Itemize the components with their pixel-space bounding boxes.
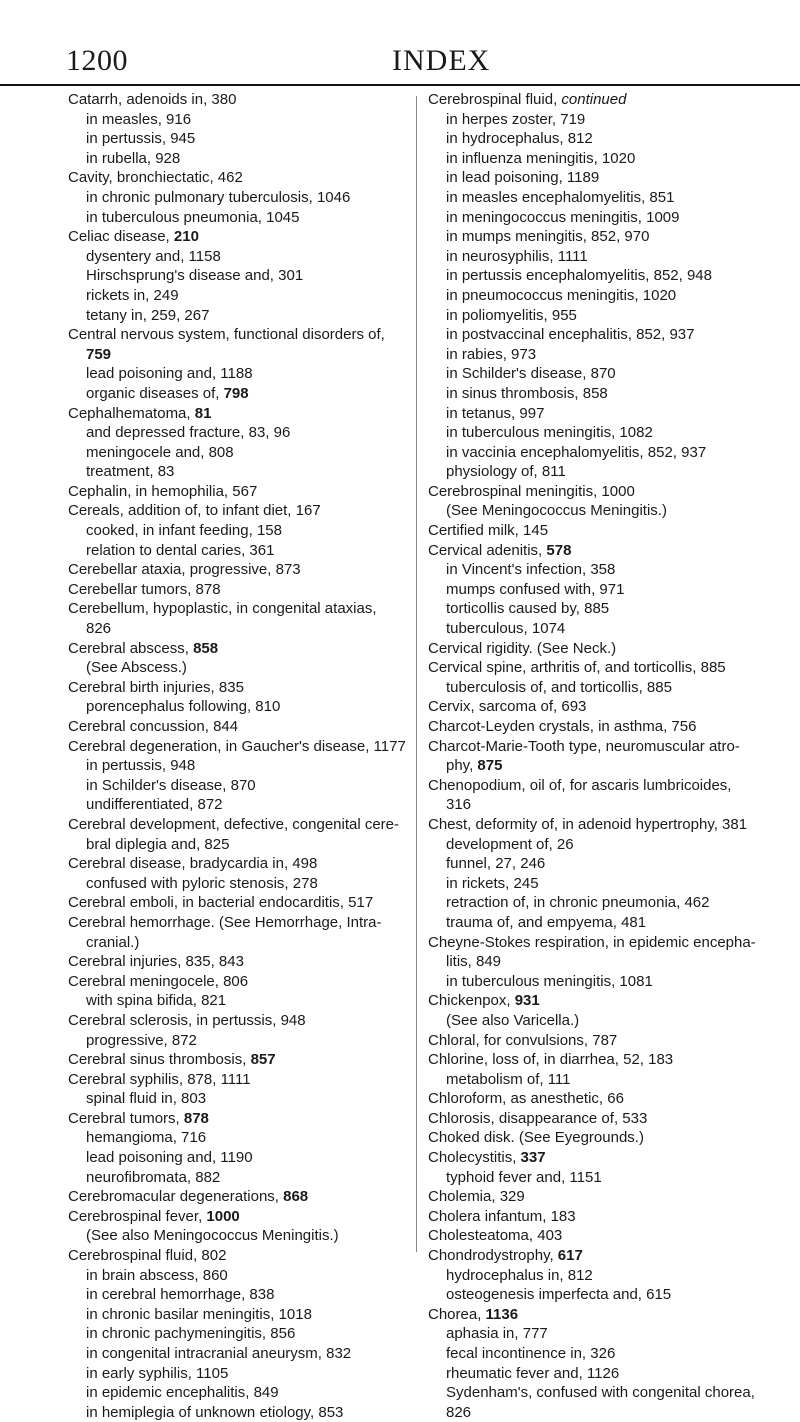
entry-text: in pertussis, 948 [86,757,196,775]
entry-text: aphasia in, 777 [446,1325,548,1343]
index-entry [428,933,778,953]
entry-text: in epidemic encephalitis, 849 [86,1384,279,1402]
entry-text: 826 [446,1403,472,1421]
index-subentry [68,1305,418,1325]
entry-text: in Vincent's infection, 358 [446,561,616,579]
entry-text: metabolism of, 111 [446,1070,571,1088]
entry-text: hydrocephalus in, 812 [446,1266,593,1284]
entry-text: cooked, in infant feeding, 158 [86,522,282,540]
index-entry [428,639,778,659]
entry-text: in pneumococcus meningitis, 1020 [446,286,677,304]
entry-text: Charcot-Leyden crystals, in asthma, 756 [428,718,697,735]
index-subentry [68,1285,418,1305]
index-subentry [428,854,778,874]
entry-principal-page: 210 [173,228,199,246]
index-entry [428,1187,778,1207]
entry-text: mumps confused with, 971 [446,580,625,598]
entry-text: in chronic pachymeningitis, 856 [86,1325,296,1343]
entry-text: Cerebral degeneration, in Gaucher's disease, 1177 [68,737,406,755]
index-subentry [68,188,418,208]
index-subentry [68,266,418,286]
entry-text: in influenza meningitis, 1020 [446,149,636,167]
entry-text: Cerebellum, hypoplastic, in congenital ataxias, [68,600,377,618]
entry-text: in postvaccinal encephalitis, 852, 937 [446,326,695,344]
entry-text: Cerebromacular degenerations, [68,1188,284,1206]
entry-text: 826 [86,620,112,638]
entry-text: Cerebral sclerosis, in pertussis, 948 [68,1011,306,1029]
index-subentry [428,404,778,424]
index-subentry [68,306,418,326]
entry-text: Chorea, [428,1305,486,1323]
entry-principal-page: 81 [194,404,212,422]
index-subentry [428,1324,778,1344]
entry-text: tuberculous, 1074 [446,620,566,638]
entry-text: physiology of, 811 [446,463,566,481]
entry-text: Cerebellar tumors, 878 [68,580,221,598]
index-entry-continuation [428,795,778,815]
index-subentry [68,874,418,894]
index-subentry [428,580,778,600]
index-subentry [68,795,418,815]
index-subentry [428,1011,778,1031]
entry-text: Cerebral emboli, in bacterial endocarditis, 517 [68,894,374,912]
index-entry [428,1031,778,1051]
index-entry [428,1207,778,1227]
index-subentry [428,325,778,345]
index-subentry [68,443,418,463]
entry-text: osteogenesis imperfecta and, 615 [446,1286,672,1304]
index-entry [428,815,778,835]
entry-text: Cerebellar ataxia, progressive, 873 [68,561,301,579]
entry-principal-page: 858 [193,639,219,657]
entry-text: Cerebral sinus thrombosis, [68,1051,251,1069]
index-subentry [68,1148,418,1168]
index-subentry [428,1168,778,1188]
entry-text: in vaccinia encephalomyelitis, 852, 937 [446,443,707,461]
entry-text: Cerebrospinal fluid, [428,91,562,108]
index-subentry [428,345,778,365]
entry-text: Chondrodystrophy, [428,1247,558,1265]
index-entry [68,678,418,698]
index-subentry [68,1344,418,1364]
index-subentry [428,149,778,169]
entry-text: in tuberculous meningitis, 1081 [446,972,653,990]
entry-text: cranial.) [86,933,140,951]
entry-text: Cerebrospinal meningitis, 1000 [428,482,635,500]
index-subentry [428,893,778,913]
index-entry [68,599,418,619]
entry-text: in rickets, 245 [446,874,539,892]
entry-text: confused with pyloric stenosis, 278 [86,874,318,892]
index-entry [68,325,418,345]
index-entry [428,541,778,561]
entry-text: Chlorosis, disappearance of, 533 [428,1109,648,1127]
index-subentry [68,756,418,776]
entry-text: (See Meningococcus Meningitis.) [446,502,667,520]
index-subentry [428,1285,778,1305]
index-subentry [68,991,418,1011]
index-entry [68,580,418,600]
index-subentry [428,286,778,306]
index-subentry [68,1403,418,1422]
entry-text: in rubella, 928 [86,149,181,167]
entry-text: Cerebral concussion, 844 [68,718,239,735]
entry-text: in brain abscess, 860 [86,1266,228,1284]
entry-text: Catarrh, adenoids in, 380 [68,91,237,108]
entry-text: lead poisoning and, 1190 [86,1149,253,1167]
index-subentry [68,1266,418,1286]
index-entry [68,639,418,659]
entry-text: spinal fluid in, 803 [86,1090,207,1108]
index-entry [68,168,418,188]
entry-principal-page: 1000 [206,1207,240,1225]
entry-text: funnel, 27, 246 [446,855,546,873]
entry-text: porencephalus following, 810 [86,698,281,716]
entry-text: in early syphilis, 1105 [86,1364,229,1382]
entry-text: tuberculosis of, and torticollis, 885 [446,678,672,696]
index-subentry [428,1344,778,1364]
index-subentry [68,658,418,678]
entry-principal-page: 878 [183,1109,209,1127]
entry-text: Cerebral syphilis, 878, 1111 [68,1070,251,1088]
index-subentry [68,364,418,384]
index-entry [428,1226,778,1246]
entry-text: Chickenpox, [428,992,515,1010]
index-subentry [428,168,778,188]
entry-text: (See also Varicella.) [446,1011,580,1029]
entry-text: Choked disk. (See Eyegrounds.) [428,1129,644,1147]
index-subentry [428,1266,778,1286]
index-subentry [428,266,778,286]
index-entry [428,1109,778,1129]
index-entry-continuation [68,933,418,953]
index-entry [68,717,418,737]
entry-text: in Schilder's disease, 870 [446,365,616,383]
index-entry [428,90,778,110]
index-entry-continuation [68,835,418,855]
index-subentry [428,1364,778,1384]
index-subentry [428,384,778,404]
index-column-right [428,90,778,1422]
index-entry [428,991,778,1011]
index-subentry [68,423,418,443]
index-subentry [428,364,778,384]
entry-text: (See also Meningococcus Meningitis.) [86,1227,339,1245]
entry-text: Cerebral meningocele, 806 [68,972,249,990]
entry-text: Cerebral injuries, 835, 843 [68,953,244,971]
index-entry [68,913,418,933]
entry-principal-page: 931 [514,992,540,1010]
entry-principal-page: 337 [520,1149,546,1167]
index-entry [68,815,418,835]
index-subentry [428,247,778,267]
index-subentry [68,149,418,169]
index-subentry [68,247,418,267]
entry-text: in mumps meningitis, 852, 970 [446,228,650,246]
index-subentry [68,697,418,717]
index-subentry [68,1168,418,1188]
index-subentry [428,599,778,619]
page-header [66,44,756,80]
entry-text: in neurosyphilis, 1111 [446,247,588,265]
index-entry-continuation [68,345,418,365]
entry-text: Cerebral disease, bradycardia in, 498 [68,855,318,873]
entry-text: in lead poisoning, 1189 [446,169,600,187]
entry-text: in meningococcus meningitis, 1009 [446,208,680,226]
entry-text: in poliomyelitis, 955 [446,306,577,324]
entry-text: trauma of, and empyema, 481 [446,913,647,931]
entry-text: Cerebrospinal fever, [68,1207,207,1225]
index-subentry [428,972,778,992]
page-number: 1200 [66,44,128,77]
index-entry [428,1128,778,1148]
entry-text: Cerebral tumors, [68,1109,184,1127]
entry-text: and depressed fracture, 83, 96 [86,424,291,442]
entry-text: Cephalin, in hemophilia, 567 [68,482,258,500]
index-subentry [428,678,778,698]
index-subentry [428,874,778,894]
index-entry-continuation [428,952,778,972]
index-entry [428,737,778,757]
entry-text: Cerebral abscess, [68,639,194,657]
entry-text: Cervical spine, arthritis of, and torticollis, 885 [428,659,726,677]
entry-text: in pertussis, 945 [86,130,196,148]
index-subentry [68,208,418,228]
entry-text: neurofibromata, 882 [86,1168,221,1186]
header-rule [0,84,800,86]
index-entry [428,1246,778,1266]
index-entry [68,972,418,992]
entry-text: Cerebral birth injuries, 835 [68,678,244,696]
index-entry [428,521,778,541]
entry-text: in rabies, 973 [446,345,537,363]
index-entry [68,90,418,110]
entry-text: in chronic pulmonary tuberculosis, 1046 [86,188,351,206]
column-divider [416,96,417,1252]
index-subentry [68,129,418,149]
entry-text: Cervical adenitis, [428,541,547,559]
index-subentry [68,110,418,130]
index-entry [68,1109,418,1129]
index-subentry [68,1226,418,1246]
index-entry [428,482,778,502]
index-subentry [428,1070,778,1090]
index-subentry [428,227,778,247]
index-subentry [428,110,778,130]
index-subentry [428,208,778,228]
index-entry [68,737,418,757]
entry-text: organic diseases of, [86,384,224,402]
index-entry [428,1305,778,1325]
entry-text: in congenital intracranial aneurysm, 832 [86,1345,352,1362]
index-subentry [428,560,778,580]
index-subentry [428,462,778,482]
index-subentry [428,835,778,855]
index-entry [68,1070,418,1090]
entry-principal-page: 868 [283,1188,309,1206]
entry-text: Cervix, sarcoma of, 693 [428,698,587,716]
index-subentry [428,443,778,463]
entry-text: Cerebrospinal fluid, 802 [68,1247,227,1265]
entry-principal-page: 759 [86,345,112,363]
entry-text: meningocele and, 808 [86,443,234,461]
entry-text: Chest, deformity of, in adenoid hypertrophy, 381 [428,815,748,833]
entry-text: Celiac disease, [68,228,174,246]
index-entry [68,893,418,913]
index-subentry [68,1364,418,1384]
entry-text: Cerebral hemorrhage. (See Hemorrhage, Intra- [68,913,382,931]
entry-text: progressive, 872 [86,1031,197,1049]
index-subentry [68,1383,418,1403]
index-entry-continuation [428,1403,778,1422]
entry-text: bral diplegia and, 825 [86,835,230,853]
index-subentry [68,1089,418,1109]
index-subentry [428,188,778,208]
index-entry [68,404,418,424]
entry-text: in cerebral hemorrhage, 838 [86,1286,275,1304]
entry-principal-page: 617 [557,1247,583,1265]
entry-text: Cholecystitis, [428,1149,521,1167]
entry-principal-page: 798 [223,384,249,402]
entry-text: in tuberculous pneumonia, 1045 [86,208,300,226]
entry-text: Cervical rigidity. (See Neck.) [428,639,617,657]
entry-text: in chronic basilar meningitis, 1018 [86,1305,312,1323]
index-subentry [428,913,778,933]
index-entry [68,854,418,874]
index-subentry [428,619,778,639]
index-entry [68,1187,418,1207]
entry-text: rickets in, 249 [86,286,179,304]
entry-text: in hydrocephalus, 812 [446,130,593,148]
entry-text: phy, [446,757,478,775]
index-entry-continuation [428,756,778,776]
index-entry [428,658,778,678]
entry-continued-label: continued [561,91,627,108]
entry-text: in pertussis encephalomyelitis, 852, 948 [446,267,712,285]
index-subentry [68,384,418,404]
index-entry [428,776,778,796]
entry-text: Chloroform, as anesthetic, 66 [428,1090,624,1108]
entry-text: Chlorine, loss of, in diarrhea, 52, 183 [428,1051,674,1069]
index-entry [68,1246,418,1266]
running-head-title: INDEX [392,44,491,77]
entry-text: with spina bifida, 821 [86,992,227,1010]
index-entry-continuation [68,619,418,639]
entry-text: Hirschsprung's disease and, 301 [86,267,304,285]
entry-text: in tuberculous meningitis, 1082 [446,424,653,442]
entry-text: Cereals, addition of, to infant diet, 167 [68,502,321,520]
entry-principal-page: 857 [250,1051,276,1069]
entry-text: (See Abscess.) [86,659,187,677]
index-subentry [68,462,418,482]
index-subentry [428,501,778,521]
index-entry [68,1050,418,1070]
index-entry [68,501,418,521]
index-entry [428,717,778,737]
index-entry [68,560,418,580]
index-subentry [428,129,778,149]
entry-text: retraction of, in chronic pneumonia, 462 [446,894,710,912]
index-subentry [68,1031,418,1051]
index-subentry [68,776,418,796]
entry-text: undifferentiated, 872 [86,796,223,814]
entry-text: Central nervous system, functional disorders of, [68,326,385,344]
entry-text: Cholera infantum, 183 [428,1207,576,1225]
entry-text: Charcot-Marie-Tooth type, neuromuscular atro- [428,737,740,755]
entry-text: typhoid fever and, 1151 [446,1168,602,1186]
entry-text: Chloral, for convulsions, 787 [428,1031,618,1049]
index-entry [428,1148,778,1168]
entry-principal-page: 1136 [485,1305,519,1323]
entry-text: in Schilder's disease, 870 [86,776,256,794]
index-entry [68,1011,418,1031]
entry-text: Chenopodium, oil of, for ascaris lumbricoides, [428,776,732,794]
entry-text: Cephalhematoma, [68,404,195,422]
entry-text: tetany in, 259, 267 [86,306,210,324]
entry-text: lead poisoning and, 1188 [86,365,253,383]
entry-text: treatment, 83 [86,463,175,481]
entry-text: fecal incontinence in, 326 [446,1345,616,1362]
index-entry [428,697,778,717]
index-subentry [68,1324,418,1344]
index-entry [68,952,418,972]
entry-text: litis, 849 [446,953,502,971]
entry-text: Cerebral development, defective, congenital cere- [68,815,400,833]
entry-text: rheumatic fever and, 1126 [446,1364,620,1382]
index-subentry [428,1383,778,1403]
index-subentry [68,521,418,541]
entry-principal-page: 578 [546,541,572,559]
entry-text: hemangioma, 716 [86,1129,207,1147]
entry-text: torticollis caused by, 885 [446,600,610,618]
entry-text: Cheyne-Stokes respiration, in epidemic encepha- [428,933,756,951]
entry-principal-page: 875 [477,757,503,775]
entry-text: Sydenham's, confused with congenital chorea, [446,1384,755,1402]
entry-text: dysentery and, 1158 [86,247,221,265]
index-subentry [68,286,418,306]
entry-text: in sinus thrombosis, 858 [446,384,608,402]
entry-text: in tetanus, 997 [446,404,545,422]
entry-text: Cholemia, 329 [428,1188,525,1206]
index-entry [428,1050,778,1070]
index-entry [68,482,418,502]
entry-text: in hemiplegia of unknown etiology, 853 [86,1403,344,1421]
index-column-left [68,90,418,1422]
entry-text: development of, 26 [446,835,574,853]
index-subentry [428,423,778,443]
entry-text: Certified milk, 145 [428,522,549,540]
index-subentry [68,541,418,561]
entry-text: in measles encephalomyelitis, 851 [446,188,675,206]
index-entry [68,227,418,247]
index-entry [68,1207,418,1227]
index-subentry [68,1128,418,1148]
entry-text: 316 [446,796,472,814]
entry-text: in measles, 916 [86,110,192,128]
entry-text: Cavity, bronchiectatic, 462 [68,169,243,187]
index-entry [428,1089,778,1109]
entry-text: in herpes zoster, 719 [446,110,586,128]
entry-text: Cholesteatoma, 403 [428,1227,563,1245]
index-subentry [428,306,778,326]
entry-text: relation to dental caries, 361 [86,541,275,559]
